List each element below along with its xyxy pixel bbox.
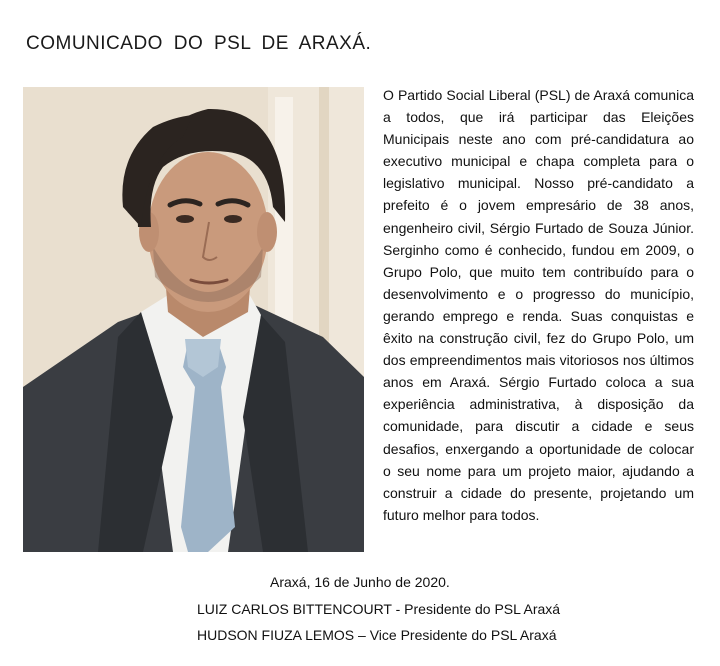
signature-president: LUIZ CARLOS BITTENCOURT - Presidente do PSL Araxá: [197, 601, 561, 617]
date-line: Araxá, 16 de Junho de 2020.: [270, 574, 450, 590]
announcement-body: O Partido Social Liberal (PSL) de Araxá comunica a todos, que irá participar das Eleições Municipais neste ano com pré-candidatura ao executivo municipal e chapa completa para o legislativo municipal. Nosso pré-candidato a prefeito é o jovem empresário de 38 anos, engenheiro civil, Sérgio Furtado de Souza Júnior. Serginho como é conhecido, fundou em 2009, o Grupo Polo, que muito tem contribuído para o desenvolvimento e o progresso do município, gerando emprego e renda. Suas conquistas e êxito na construção civil, fez do Grupo Polo, um dos empreendimentos mais vitoriosos nos últimos anos em Araxá. Sérgio Furtado coloca a sua experiência administrativa, à disposição da comunidade, para discutir a cidade e seus desafios, enxergando a oportunidade de colocar o seu nome para um projeto maior, ajudando a construir a cidade do presente, projetando um futuro melhor para todos.: [383, 87, 694, 523]
candidate-portrait-icon: [23, 87, 364, 552]
signature-vice-president: HUDSON FIUZA LEMOS – Vice Presidente do PSL Araxá: [197, 627, 557, 643]
candidate-photo: [23, 87, 364, 552]
page-title: COMUNICADO DO PSL DE ARAXÁ.: [26, 33, 372, 54]
